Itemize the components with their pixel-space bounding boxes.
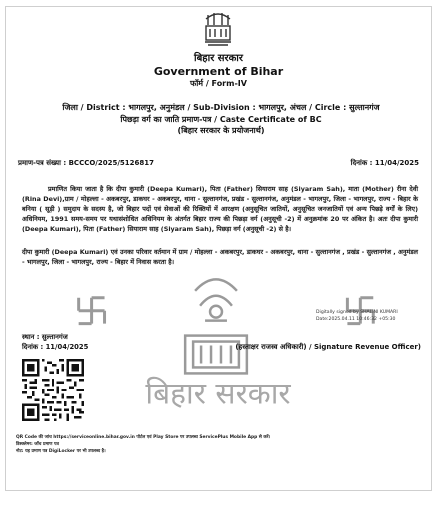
watermark-swastika-left-icon	[79, 298, 105, 324]
certificate-date: दिनांक : 11/04/2025	[350, 159, 419, 167]
footer-disclaimer: डिस्क्लेमर: जाँच प्रमाण पत्र	[16, 442, 59, 447]
digital-signature-date: Date:2025.04.11 10:46:32 +05:30	[316, 317, 396, 322]
residence-paragraph: दीपा कुमारी (Deepa Kumari) एवं उनका परिवार वर्तमान में ग्राम / मोहल्ला - अकबरपुर, डाकघर - अकबरपुर, थाना - सुल्तानगंज , प्रखंड - सुल्तानगंज , अनुमंडल - भागलपुर, जिला - भागलपुर, राज्य - बिहार में निवास करता है।	[22, 248, 418, 266]
certificate-number: प्रमाण-पत्र संख्या : BCCCO/2025/5126817	[18, 159, 154, 167]
form-number: फॉर्म / Form-IV	[190, 79, 247, 88]
state-emblem-icon	[202, 11, 234, 51]
certificate-title: पिछड़ा वर्ग का जाति प्रमाण-पत्र / Caste Certificate of BC	[120, 115, 322, 124]
header	[6, 53, 431, 89]
watermark-emblem-icon	[185, 279, 247, 373]
digital-signature-block	[316, 309, 398, 323]
issue-date: दिनांक : 11/04/2025	[22, 343, 89, 351]
digital-signature-signer: Digitally signed by SHALINI KUMARI	[316, 310, 398, 315]
government-title: Government of Bihar	[153, 65, 284, 78]
signature-officer: (हस्ताक्षर राजस्व अधिकारी) / Signature Revenue Officer)	[235, 343, 421, 351]
state-name-hindi: बिहार सरकार	[194, 53, 243, 64]
footer-qr-note: QR Code की जांच https://serviceonline.bihar.gov.in पोर्टल एवं Play Store पर उपलब्ध ServicePlus Mobile App से करें।	[16, 435, 271, 440]
certificate-page	[5, 6, 432, 491]
watermark-text: बिहार सरकार	[145, 376, 291, 412]
purpose-line: (बिहार सरकार के प्रयोजनार्थ)	[177, 126, 265, 135]
footer-digilocker-note: नोट: यह प्रमाण पत्र DigiLocker पर भी उपलब्ध है।	[16, 449, 106, 454]
qr-code-icon	[22, 359, 84, 421]
location-line: जिला / District : भागलपुर, अनुमंडल / Sub-Division : भागलपुर, अंचल / Circle : सुल्तानगंज	[62, 103, 380, 112]
place: स्थान : सुल्तानगंज	[22, 333, 68, 341]
place-date-block	[22, 332, 88, 352]
certificate-body-paragraph: प्रमाणित किया जाता है कि दीपा कुमारी (Deepa Kumari), पिता (Father) सियाराम साह (Siyaram Sah), माता (Mother) रीना देवी (Rina Devi),ग्राम / मोहल्ला - अकबरपुर, डाकघर - अकबरपुर, थाना - सुल्तानगंज, प्रखंड - सुल्तानगंज, अनुमंडल - भागलपुर, जिला - भागलपुर, राज्य - बिहार के बनिया ( सूड़ी ) समुदाय के सदस्य है, जो बिहार पदों एवं सेवाओं की रिक्तियों में आरक्षण (अनुसूचित जातियों, अनुसूचित जनजातियों एवं अन्य पिछड़े वर्गों के लिए) अधिनियम, 1991 समय-समय पर यथासंशोधित अधिनियम के अंतर्गत बिहार राज्य की पिछड़ा वर्ग (अनुसूची -2) में अनुक्रमांक 20 पर अंकित है। अतः दीपा कुमारी (Deepa Kumari), पिता (Father) सियाराम साह (Siyaram Sah), पिछड़ा वर्ग (अनुसूची -2) से है।	[22, 185, 418, 233]
